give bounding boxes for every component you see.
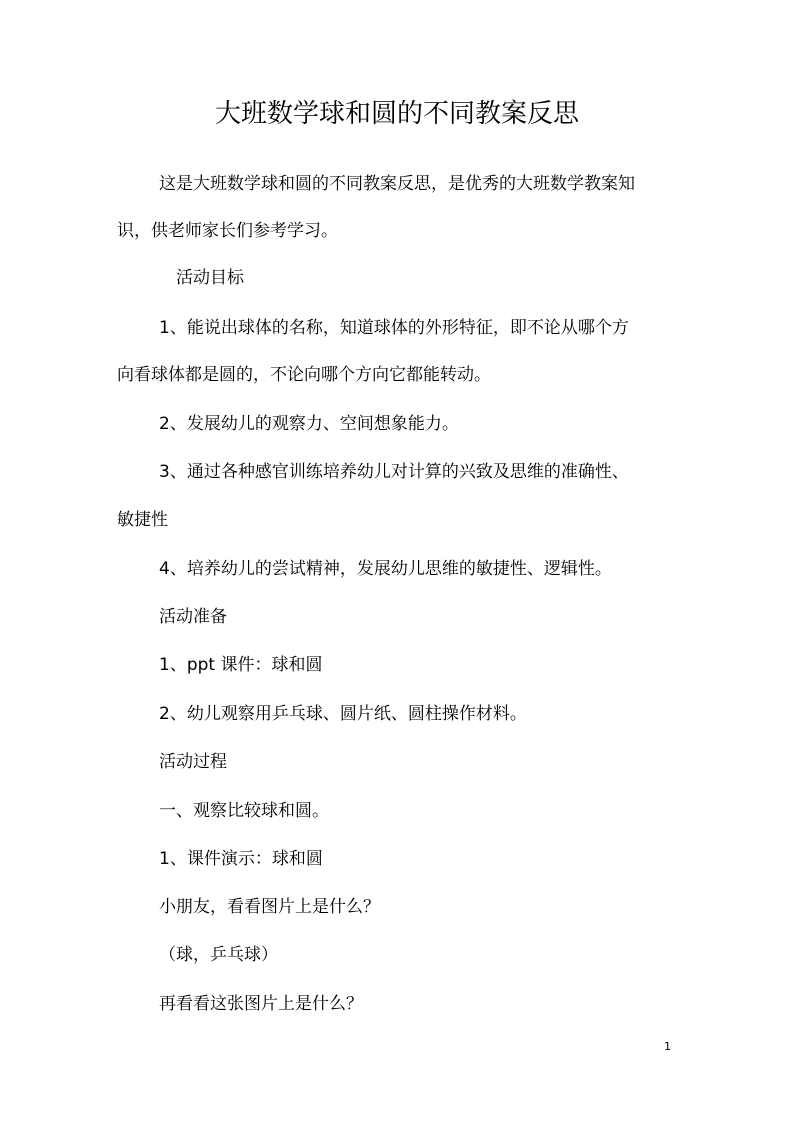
paragraph-intro-line-2: 识，供老师家长们参考学习。 xyxy=(117,221,338,241)
goal-1-line-1: 1、能说出球体的名称，知道球体的外形特征，即不论从哪个方 xyxy=(159,318,629,338)
process-substep-1: 1、课件演示：球和圆 xyxy=(159,849,323,869)
question-2: 再看看这张图片上是什么？ xyxy=(159,994,363,1014)
section-heading-preparation: 活动准备 xyxy=(159,607,227,627)
process-step-1: 一、观察比较球和圆。 xyxy=(159,801,329,821)
paragraph-intro-line-1: 这是大班数学球和圆的不同教案反思，是优秀的大班数学教案知 xyxy=(159,174,635,194)
goal-2: 2、发展幼儿的观察力、空间想象能力。 xyxy=(159,414,459,434)
document-title: 大班数学球和圆的不同教案反思 xyxy=(214,99,579,129)
answer-1: （球，乒乓球） xyxy=(159,945,278,965)
page-number: 1 xyxy=(664,1040,671,1053)
goal-4: 4、培养幼儿的尝试精神，发展幼儿思维的敏捷性、逻辑性。 xyxy=(159,559,612,579)
preparation-1: 1、ppt 课件：球和圆 xyxy=(159,655,323,675)
goal-3-line-1: 3、通过各种感官训练培养幼儿对计算的兴致及思维的准确性、 xyxy=(159,462,629,482)
question-1: 小朋友，看看图片上是什么？ xyxy=(159,897,380,917)
preparation-2: 2、幼儿观察用乒乓球、圆片纸、圆柱操作材料。 xyxy=(159,704,527,724)
section-heading-process: 活动过程 xyxy=(159,752,227,772)
goal-3-line-2: 敏捷性 xyxy=(117,510,168,530)
goal-1-line-2: 向看球体都是圆的，不论向哪个方向它都能转动。 xyxy=(117,365,491,385)
section-heading-goals: 活动目标 xyxy=(176,268,244,288)
